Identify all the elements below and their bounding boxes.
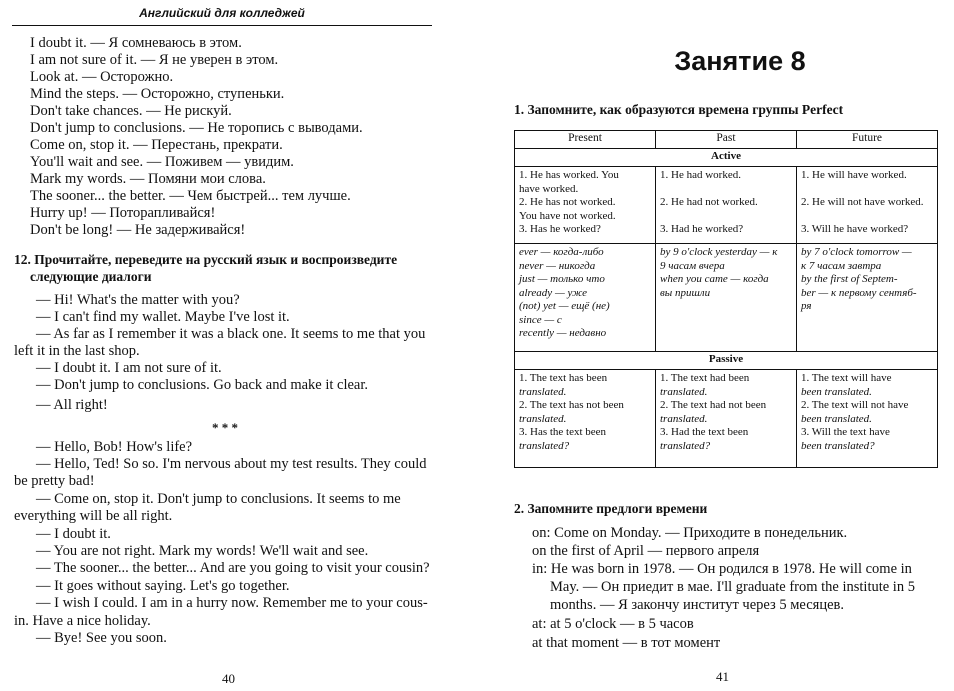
running-head: Английский для колледжей <box>12 4 432 26</box>
dialogue-line: — Don't jump to conclusions. Go back and make it clear. <box>36 377 369 393</box>
dialogue-line: — I doubt it. <box>36 526 111 542</box>
phrase-line: Don't be long! — Не задерживайся! <box>30 222 246 238</box>
table-row <box>515 167 938 244</box>
phrase-line: I am not sure of it. — Я не уверен в этом. <box>30 52 279 68</box>
table-cell: 1. He will have worked. 2. He will not have worked. 3. Will he have worked? <box>797 167 938 244</box>
exercise-2-title: 2. Запомните предлоги времени <box>514 501 708 516</box>
preposition-line: in: He was born in 1978. — Он родился в 1978. He will come in <box>532 561 912 577</box>
preposition-line: on: Come on Monday. — Приходите в понедельник. <box>532 525 848 541</box>
dialogue-line: — All right! <box>36 397 108 413</box>
dialogue-line: left it in the last shop. <box>14 343 140 359</box>
passive-label: Passive <box>515 352 938 370</box>
phrase-line: Look at. — Осторожно. <box>30 69 174 85</box>
phrase-line: The sooner... the better. — Чем быстрей... тем лучше. <box>30 188 351 204</box>
dialogue-line: be pretty bad! <box>14 473 95 489</box>
phrase-line: Mind the steps. — Осторожно, ступеньки. <box>30 86 285 102</box>
header-present: Present <box>515 131 656 149</box>
table-row <box>515 244 938 352</box>
header-past: Past <box>656 131 797 149</box>
table-cell: 1. The text has been translated. 2. The text has not been translated. 3. Has the text been translated? <box>515 370 656 468</box>
preposition-line: months. — Я закончу институт через 5 месяцев. <box>550 597 844 613</box>
dialogue-line: everything will be all right. <box>14 508 173 524</box>
right-page <box>500 0 954 691</box>
active-label: Active <box>515 149 938 167</box>
table-cell: 1. The text will have been translated. 2. The text will not have been translated. 3. Will the text have been translated? <box>797 370 938 468</box>
exercise-12-title: 12. Прочитайте, переведите на русский язык и воспроизведите <box>14 252 398 267</box>
dialogue-line: — You are not right. Mark my words! We'll wait and see. <box>36 543 369 559</box>
exercise-1-title: 1. Запомните, как образуются времена группы Perfect <box>514 102 844 117</box>
table-cell: by 7 o'clock tomorrow — к 7 часам завтра by the first of Septem- ber — к первому сентяб- ря <box>797 244 938 352</box>
dialogue-line: — As far as I remember it was a black one. It seems to me that you <box>36 326 426 342</box>
left-page <box>0 0 445 691</box>
phrase-line: I doubt it. — Я сомневаюсь в этом. <box>30 35 242 51</box>
perfect-tenses-table <box>514 130 938 468</box>
page-number: 41 <box>716 669 729 684</box>
phrase-line: Come on, stop it. — Перестань, прекрати. <box>30 137 283 153</box>
phrase-line: Don't take chances. — Не рискуй. <box>30 103 232 119</box>
phrase-line: Mark my words. — Помяни мои слова. <box>30 171 266 187</box>
page-number: 40 <box>222 671 235 686</box>
dialogue-line: — I can't find my wallet. Maybe I've lost it. <box>36 309 290 325</box>
dialogue-line: — Bye! See you soon. <box>36 630 167 646</box>
dialogue-line: in. Have a nice holiday. <box>14 613 151 629</box>
preposition-line: May. — Он приедит в мае. I'll graduate from the institute in 5 <box>550 579 915 595</box>
preposition-line: at: at 5 o'clock — в 5 часов <box>532 616 694 632</box>
header-future: Future <box>797 131 938 149</box>
dialogue-line: — I wish I could. I am in a hurry now. Remember me to your cous- <box>36 595 428 611</box>
dialogue-line: — Hello, Ted! So so. I'm nervous about my test results. They could <box>36 456 427 472</box>
preposition-line: on the first of April — первого апреля <box>532 543 760 559</box>
dialogue-line: — I doubt it. I am not sure of it. <box>36 360 222 376</box>
dialogue-line: — Hi! What's the matter with you? <box>36 292 240 308</box>
dialogue-separator: * * * <box>212 420 238 435</box>
dialogue-line: — Come on, stop it. Don't jump to conclusions. It seems to me <box>36 491 401 507</box>
lesson-title: Занятие 8 <box>674 46 806 76</box>
table-cell: 1. The text had been translated. 2. The text had not been translated. 3. Had the text been translated? <box>656 370 797 468</box>
dialogue-line: — It goes without saying. Let's go together. <box>36 578 290 594</box>
table-cell: 1. He has worked. You have worked. 2. He has not worked. You have not worked. 3. Has he worked? <box>515 167 656 244</box>
dialogue-line: — The sooner... the better... And are you going to visit your cousin? <box>36 560 430 576</box>
exercise-12-title-cont: следующие диалоги <box>30 269 152 284</box>
phrase-line: You'll wait and see. — Поживем — увидим. <box>30 154 294 170</box>
table-cell: 1. He had worked. 2. He had not worked. 3. Had he worked? <box>656 167 797 244</box>
table-row <box>515 370 938 468</box>
table-cell: ever — когда-либо never — никогда just — только что already — уже (not) yet — ещё (не) since — с recently — недавно <box>515 244 656 352</box>
phrase-line: Hurry up! — Поторапливайся! <box>30 205 216 221</box>
table-cell: by 9 o'clock yesterday — к 9 часам вчера when you came — когда вы пришли <box>656 244 797 352</box>
phrase-line: Don't jump to conclusions. — Не торопись с выводами. <box>30 120 363 136</box>
preposition-line: at that moment — в тот момент <box>532 635 721 651</box>
dialogue-line: — Hello, Bob! How's life? <box>36 439 193 455</box>
